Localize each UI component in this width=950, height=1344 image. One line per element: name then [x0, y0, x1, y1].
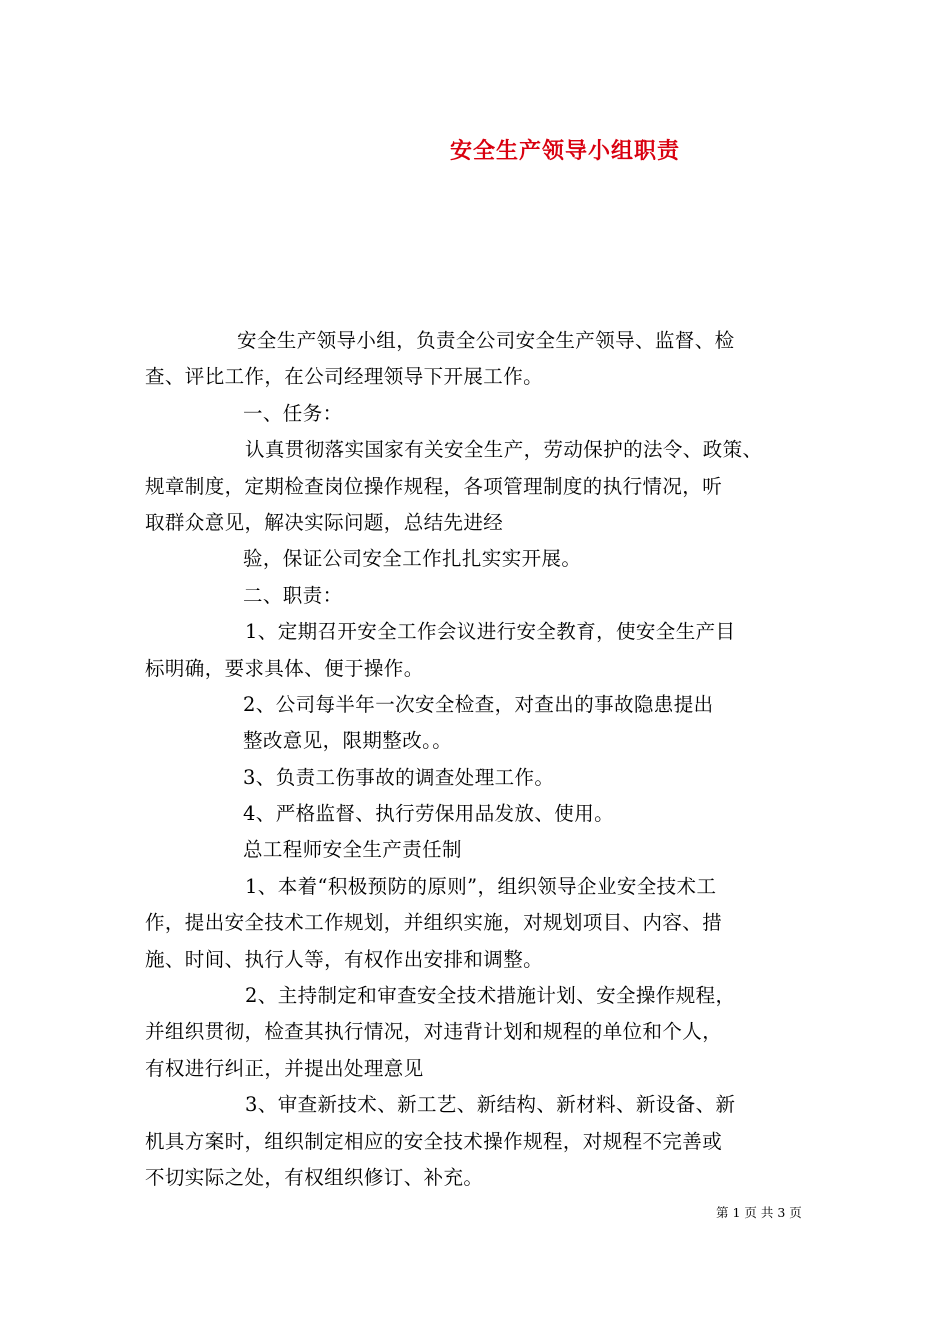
list-item: 3、负责工伤事故的调查处理工作。 [243, 765, 555, 789]
list-item: 3、审查新技术、新工艺、新结构、新材料、新设备、新 [245, 1093, 736, 1117]
body-line: 认真贯彻落实国家有关安全生产，劳动保护的法令、政策、 [245, 438, 763, 462]
body-line: 机具方案时，组织制定相应的安全技术操作规程，对规程不完善或 [145, 1129, 723, 1153]
section-heading: 总工程师安全生产责任制 [243, 838, 462, 862]
body-line: 作，提出安全技术工作规划，并组织实施，对规划项目、内容、措 [145, 911, 723, 935]
page-number-footer: 第 1 页 共 3 页 [716, 1205, 802, 1220]
body-line: 验，保证公司安全工作扎扎实实开展。 [243, 547, 582, 571]
section-heading: 一、任务： [243, 401, 343, 425]
body-line: 规章制度，定期检查岗位操作规程，各项管理制度的执行情况，听 [145, 474, 723, 498]
body-line: 并组织贯彻，检查其执行情况，对违背计划和规程的单位和个人， [145, 1020, 723, 1044]
body-line: 查、评比工作，在公司经理领导下开展工作。 [145, 365, 544, 389]
section-heading: 二、职责： [243, 583, 343, 607]
body-line: 整改意见，限期整改。。 [243, 729, 453, 753]
list-item: 2、主持制定和审查安全技术措施计划、安全操作规程， [245, 984, 736, 1008]
list-item: 2、公司每半年一次安全检查，对查出的事故隐患提出 [243, 692, 714, 716]
list-item: 1、本着“积极预防的原则”，组织领导企业安全技术工 [245, 874, 717, 898]
document-title: 安全生产领导小组职责 [450, 138, 681, 164]
body-line: 施、时间、执行人等，有权作出安排和调整。 [145, 947, 544, 971]
document-body [145, 323, 820, 1196]
body-line: 不切实际之处，有权组织修订、补充。 [145, 1165, 484, 1189]
body-line: 取群众意见，解决实际问题，总结先进经 [145, 510, 504, 534]
list-item: 1、定期召开安全工作会议进行安全教育，使安全生产目 [245, 620, 736, 644]
body-line: 标明确，要求具体、便于操作。 [145, 656, 424, 680]
body-line: 安全生产领导小组，负责全公司安全生产领导、监督、检 [237, 329, 735, 352]
list-item: 4、严格监督、执行劳保用品发放、使用。 [243, 802, 615, 826]
body-line: 有权进行纠正，并提出处理意见 [145, 1056, 424, 1080]
